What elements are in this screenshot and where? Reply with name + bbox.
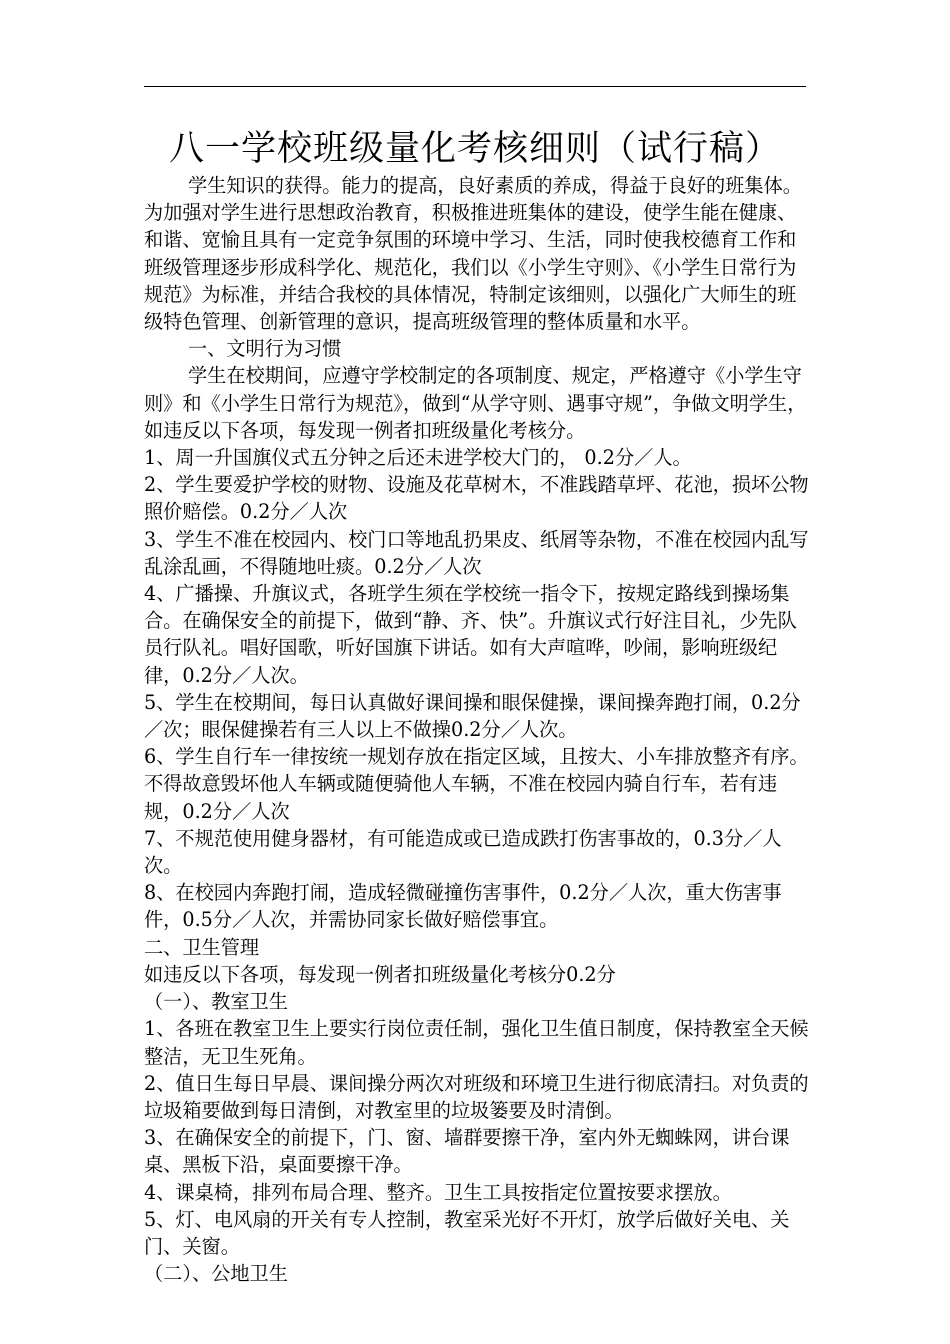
- rule-item: 2、学生要爱护学校的财物、设施及花草树木，不准践踏草坪、花池，损坏公物照价赔偿。0.2分／人次: [144, 473, 809, 524]
- civility-intro-paragraph: 学生在校期间，应遵守学校制定的各项制度、规定，严格遵守《小学生守则》和《小学生日常行为规范》，做到“从学守则、遇事守规”，争做文明学生，如违反以下各项，每发现一例者扣班级量化考核分。: [144, 364, 807, 442]
- rule-item: 8、在校园内奔跑打闹，造成轻微碰撞伤害事件，0.2分／人次，重大伤害事件，0.5分／人次，并需协同家长做好赔偿事宜。: [144, 881, 782, 932]
- rule-item: 3、在确保安全的前提下，门、窗、墙群要擦干净，室内外无蜘蛛网，讲台课桌、黑板下沿，桌面要擦干净。: [144, 1126, 790, 1177]
- document-title: 八一学校班级量化考核细则（试行稿）: [168, 129, 781, 169]
- rule-item: 3、学生不准在校园内、校门口等地乱扔果皮、纸屑等杂物，不准在校园内乱写乱涂乱画，不得随地吐痰。0.2分／人次: [144, 527, 809, 578]
- rule-item: 7、不规范使用健身器材，有可能造成或已造成跌打伤害事故的，0.3分／人次。: [144, 826, 782, 878]
- subsection-heading-public-area: （二）、公地卫生: [144, 1262, 288, 1286]
- rule-item: 1、各班在教室卫生上要实行岗位责任制，强化卫生值日制度，保持教室全天候整洁，无卫生死角。: [144, 1017, 809, 1068]
- section-heading-civility: 一、文明行为习惯: [188, 337, 342, 361]
- header-rule: [144, 86, 806, 87]
- intro-paragraph: 学生知识的获得。能力的提高，良好素质的养成，得益于良好的班集体。为加强对学生进行思想政治教育，积极推进班集体的建设，使学生能在健康、和谐、宽愉且具有一定竞争氛围的环境中学习、生活，同时使我校德育工作和班级管理逐步形成科学化、规范化，我们以《小学生守则》、《小学生日常行为规范》为标准，并结合我校的具体情况，特制定该细则，以强化广大师生的班级特色管理、创新管理的意识，提高班级管理的整体质量和水平。: [144, 174, 802, 334]
- document-body: [144, 172, 812, 1287]
- section-heading-hygiene: 二、卫生管理: [144, 935, 260, 959]
- rule-item: 1、周一升国旗仪式五分钟之后还未进学校大门的， 0.2分／人。: [144, 446, 692, 470]
- rule-item: 6、学生自行车一律按统一规划存放在指定区域，且按大、小车排放整齐有序。不得故意毁坏他人车辆或随便骑他人车辆，不准在校园内骑自行车，若有违规，0.2分／人次: [144, 745, 809, 823]
- rule-item: 5、学生在校期间，每日认真做好课间操和眼保健操，课间操奔跑打闹，0.2分／次；眼保健操若有三人以上不做操0.2分／人次。: [144, 690, 801, 742]
- rule-item: 4、广播操、升旗议式，各班学生须在学校统一指令下，按规定路线到操场集合。在确保安全的前提下，做到“静、齐、快”。升旗议式行好注目礼，少先队员行队礼。唱好国歌，听好国旗下讲话。如有大声喧哗，吵闹，影响班级纪律，0.2分／人次。: [144, 582, 797, 687]
- rule-item: 2、值日生每日早晨、课间操分两次对班级和环境卫生进行彻底清扫。对负责的垃圾箱要做到每日清倒，对教室里的垃圾篓要及时清倒。: [144, 1071, 809, 1122]
- subsection-heading-classroom: （一）、教室卫生: [144, 990, 288, 1014]
- hygiene-intro-paragraph: 如违反以下各项，每发现一例者扣班级量化考核分0.2分: [144, 962, 616, 986]
- rule-item: 4、课桌椅，排列布局合理、整齐。卫生工具按指定位置按要求摆放。: [144, 1180, 732, 1204]
- rule-item: 5、灯、电风扇的开关有专人控制，教室采光好不开灯，放学后做好关电、关门、关窗。: [144, 1207, 790, 1258]
